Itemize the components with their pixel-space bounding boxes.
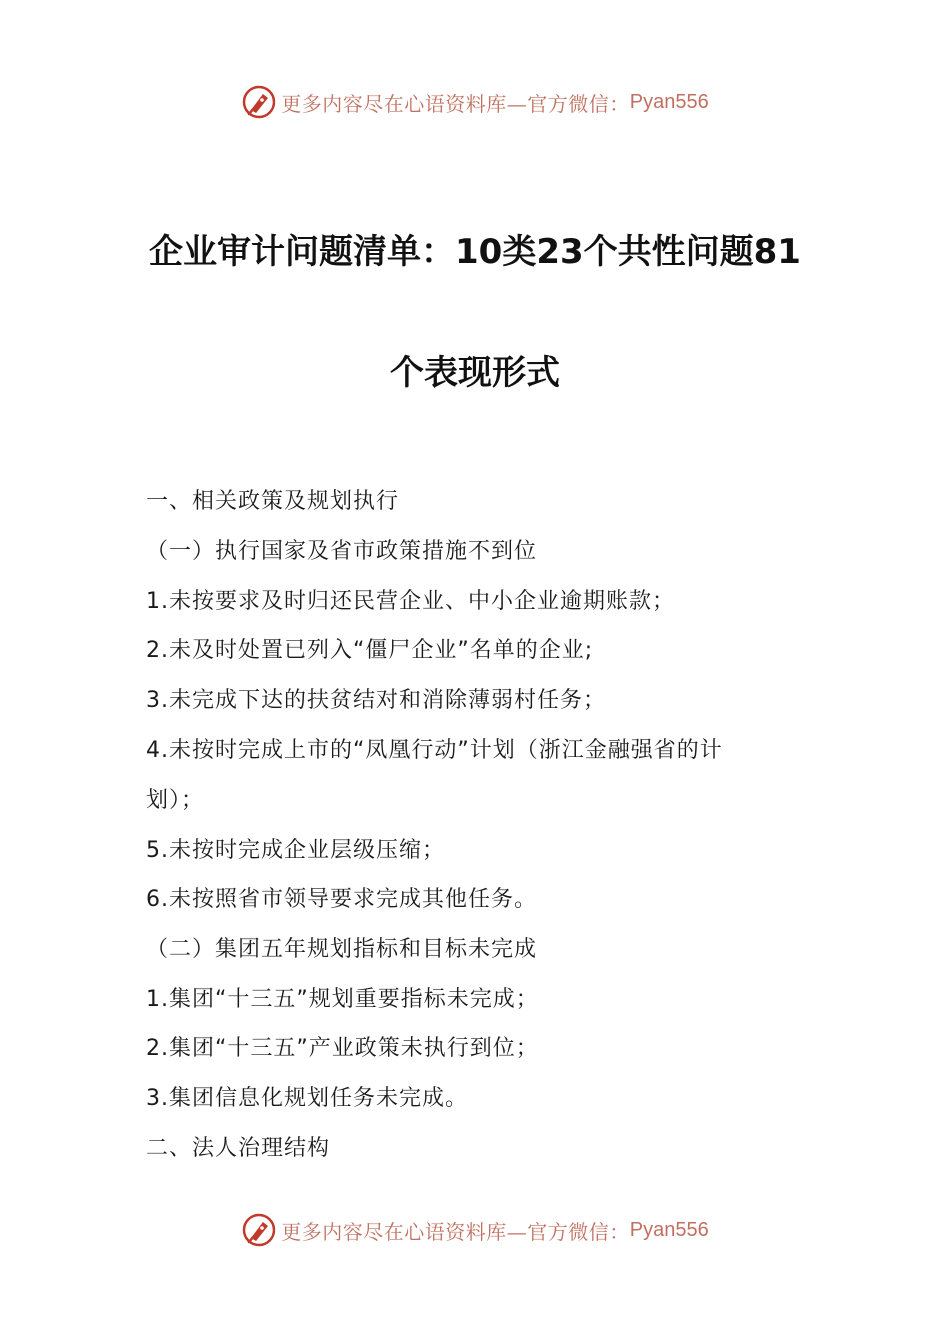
list-item: 1.集团“十三五”规划重要指标未完成；: [146, 987, 539, 1012]
section-heading-1: 一、相关政策及规划执行: [146, 489, 400, 514]
watermark-text: 更多内容尽在心语资料库—官方微信：: [281, 91, 630, 116]
watermark-wechat-id: Pyan556: [629, 1218, 709, 1241]
pen-nib-logo-icon: [241, 1212, 277, 1248]
watermark-wechat-id: Pyan556: [629, 90, 709, 113]
list-item: 6.未按照省市领导要求完成其他任务。: [146, 887, 537, 912]
list-item: 1.未按要求及时归还民营企业、中小企业逾期账款；: [146, 589, 675, 614]
footer-watermark: [0, 1210, 950, 1250]
watermark-text: 更多内容尽在心语资料库—官方微信：: [281, 1219, 630, 1244]
pen-nib-logo-icon: [241, 84, 277, 120]
list-item: 3.集团信息化规划任务未完成。: [146, 1086, 468, 1111]
list-item: 3.未完成下达的扶贫结对和消除薄弱村任务；: [146, 688, 606, 713]
list-item: 5.未按时完成企业层级压缩；: [146, 838, 445, 863]
list-item: 4.未按时完成上市的“凤凰行动”计划（浙江金融强省的计: [146, 738, 723, 763]
subsection-heading-1: （一）执行国家及省市政策措施不到位: [146, 539, 538, 564]
subsection-heading-2: （二）集团五年规划指标和目标未完成: [146, 937, 538, 962]
section-heading-2: 二、法人治理结构: [146, 1136, 331, 1161]
list-item: 2.未及时处置已列入“僵尸企业”名单的企业;: [146, 638, 594, 663]
page-title-line-1: 企业审计问题清单：10类23个共性问题81: [149, 232, 801, 272]
page-title-line-2: 个表现形式: [390, 353, 560, 393]
list-item-continuation: 划）；: [146, 788, 205, 813]
list-item: 2.集团“十三五”产业政策未执行到位；: [146, 1036, 539, 1061]
header-watermark: [0, 82, 950, 122]
